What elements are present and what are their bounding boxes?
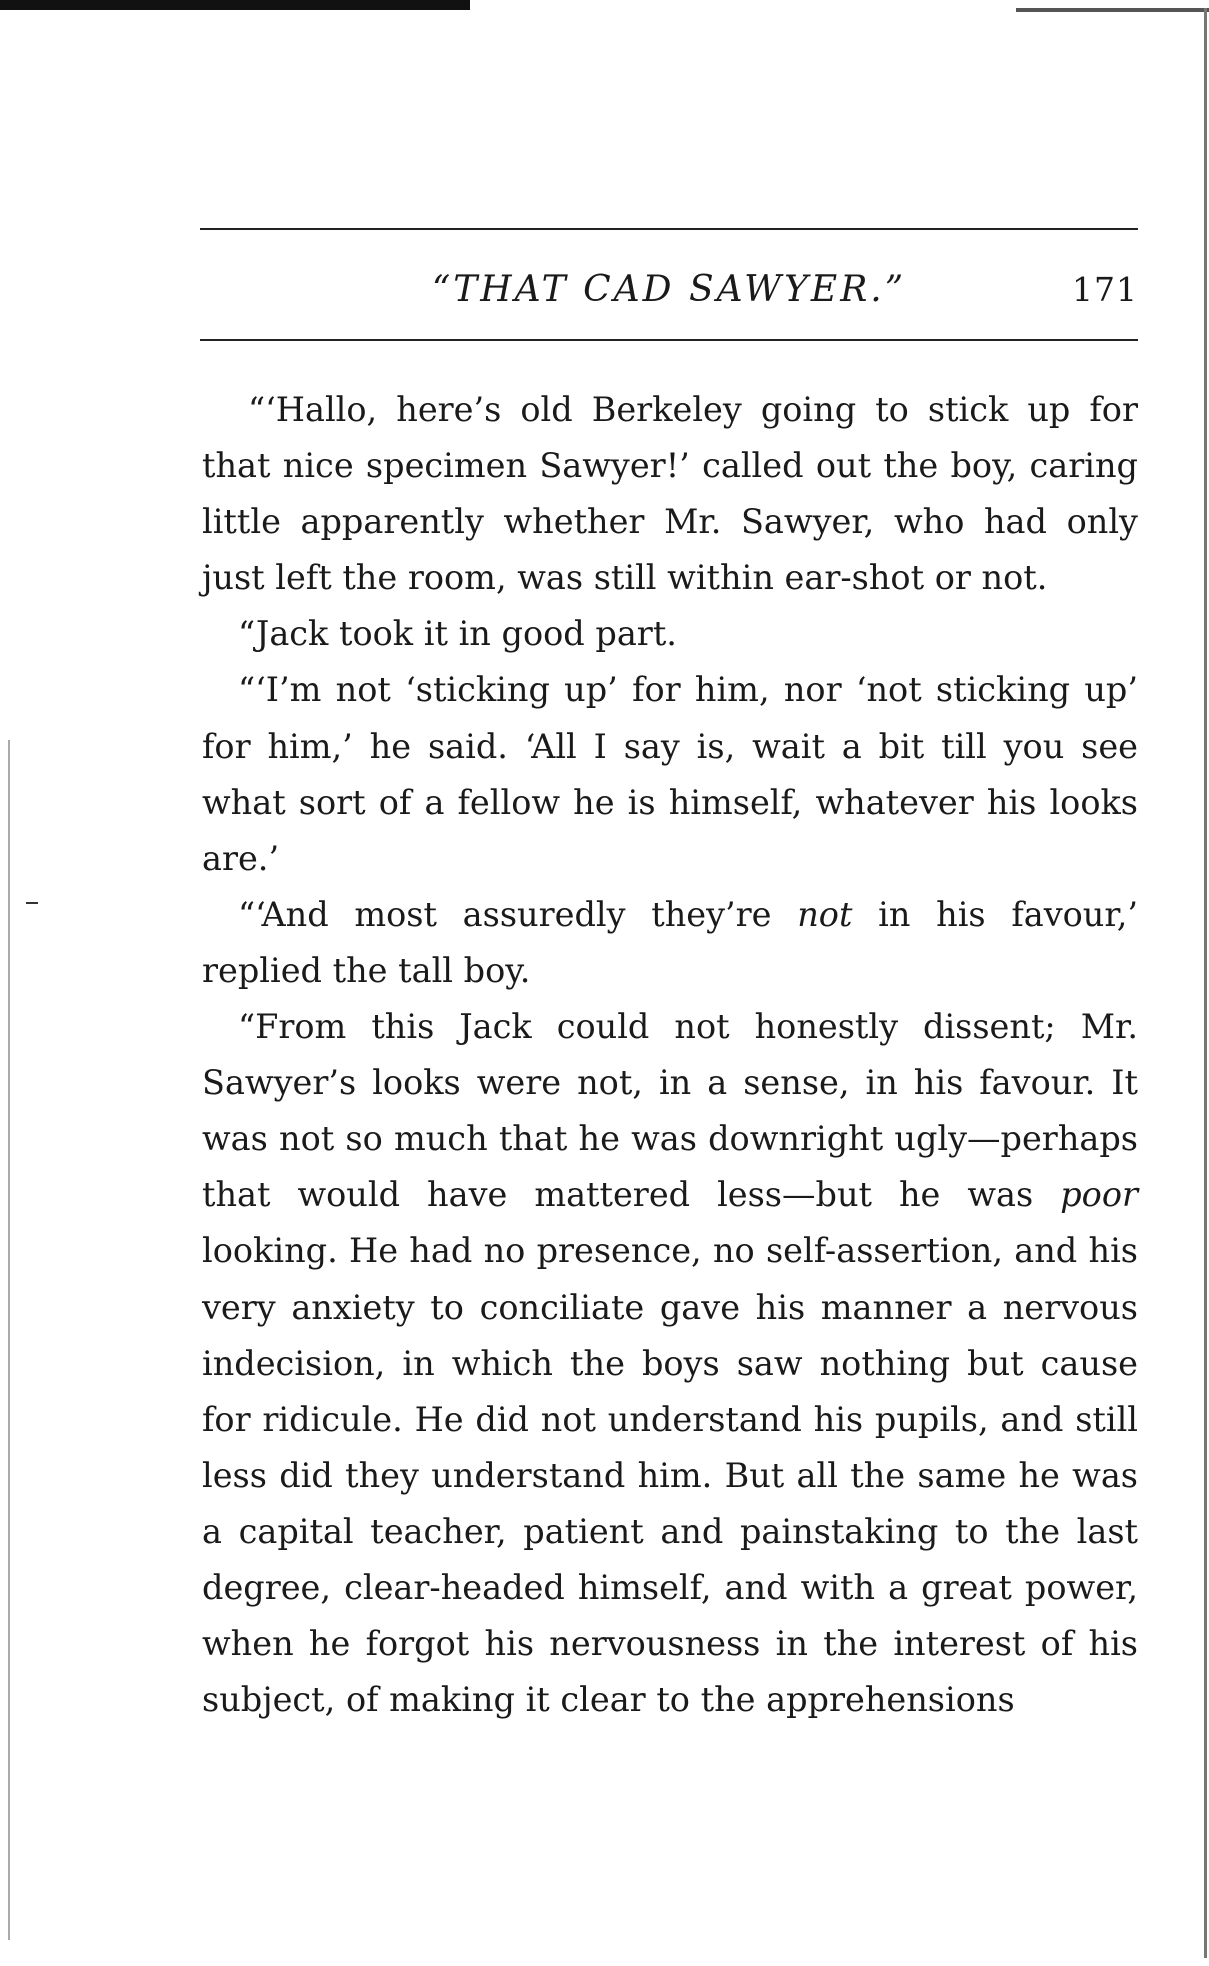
page-body [202,382,1138,1728]
header-rule-bottom [200,339,1138,341]
scan-border-top-left [0,0,470,10]
paragraph-text: “From this Jack could not honestly dissent; Mr. Sawyer’s looks were not, in a sense, in his favour. It was not so much that he was downright ugly—perhaps that would have mattered less—but he was [202,1007,1138,1215]
scan-mark [26,902,38,904]
emphasis-text: not [797,894,853,934]
running-title: “THAT CAD SAWYER.” [431,269,907,310]
page-number: 171 [1072,270,1138,309]
running-head [200,262,1138,318]
paragraph: “‘I’m not ‘sticking up’ for him, nor ‘not sticking up’ for him,’ he said. ‘All I say is, wait a bit till you see what sort of a fellow he is himself, whatever his looks are.’ [202,670,1138,878]
paragraph [202,887,1138,999]
scan-border-right [1204,8,1207,1958]
scan-border-left [8,740,10,1940]
header-rule-top [200,228,1138,230]
paragraph-text: in his favour,’ replied the tall boy. [202,894,1139,990]
paragraph: “‘Hallo, here’s old Berkeley going to stick up for that nice specimen Sawyer!’ called out the boy, caring little apparently whether Mr. Sawyer, who had only just left the room, was still within ear-shot or not. [202,390,1138,598]
paragraph: “Jack took it in good part. [238,614,677,654]
paragraph [202,999,1138,1728]
scan-border-top-right [1016,8,1209,12]
paragraph-text: “‘And most assuredly they’re [238,894,798,934]
paragraph-text: looking. He had no presence, no self-assertion, and his very anxiety to conciliate gave his manner a nervous indecision, in which the boys saw nothing but cause for ridicule. He did not understand his pupils, and still less did they understand him. But all the same he was a capital teacher, patient and painstaking to the last degree, clear-headed himself, and with a great power, when he forgot his nervousness in the interest of his subject, of making it clear to the apprehensions [202,1231,1138,1720]
emphasis-text: poor [1060,1175,1138,1215]
